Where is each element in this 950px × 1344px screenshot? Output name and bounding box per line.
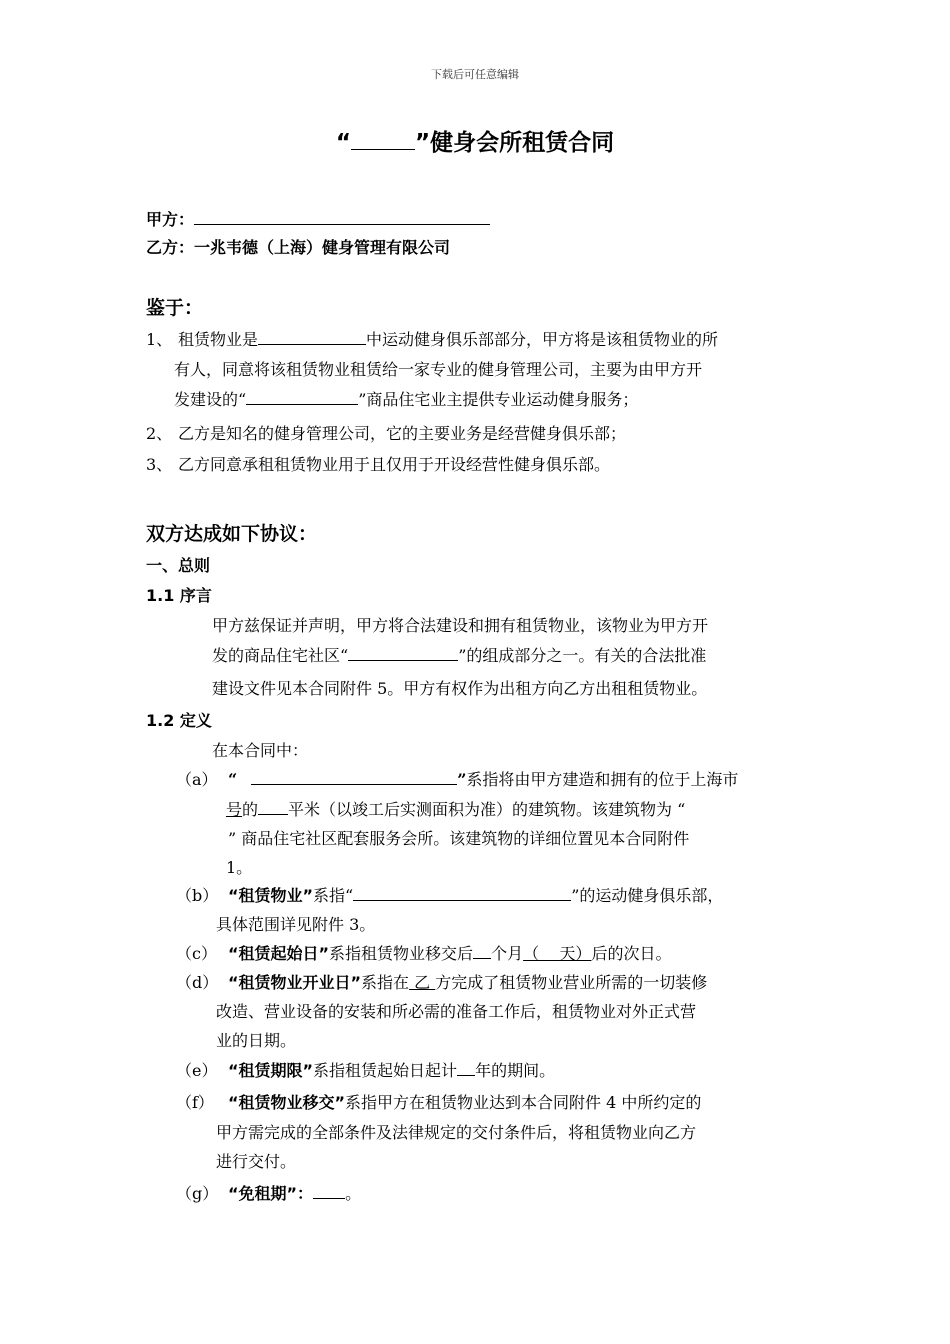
text-span: 中运动健身俱乐部部分，甲方将是该租赁物业的所 [366,330,719,349]
text-span: “租赁物业开业日” [228,973,362,992]
text-span: 发的商品住宅社区“ [212,646,349,665]
def-a-line-3: ” 商品住宅社区配套服务会所。该建筑物的详细位置见本合同附件 [228,829,690,848]
def-f-num: （f） [176,1093,214,1112]
def-g-num: （g） [176,1184,219,1203]
text-span: 号 [226,800,243,819]
text-span: 系指租赁起始日起计 [313,1061,458,1080]
blank-community [348,644,458,661]
header-note: 下载后可任意编辑 [431,68,519,81]
whereas-item-2-text: 乙方是知名的健身管理公司，它的主要业务是经营健身俱乐部； [178,424,627,443]
text-span: ”的组成部分之一。有关的合法批准 [458,646,707,665]
def-a-line-4: 1。 [226,858,253,877]
def-b-line-1 [228,883,723,906]
def-d-line-1 [228,970,707,993]
whereas-item-1-line-3 [174,387,638,410]
text-span: 系指将由甲方建造和拥有的位于上海市 [466,770,739,789]
text-span: 乙 [409,973,436,992]
title-blank [351,129,415,150]
blank-building [251,768,457,785]
def-e-line-1 [228,1058,555,1081]
def-d-line-3: 业的日期。 [216,1031,297,1050]
text-span: 系指租赁物业移交后 [329,944,474,963]
party-a-label: 甲方： [146,210,195,229]
text-span: 平米（以竣工后实测面积为准）的建筑物。该建筑物为 “ [288,800,686,819]
section-1-1-line-3: 建设文件见本合同附件 5。甲方有权作为出租方向乙方出租租赁物业。 [212,679,708,698]
text-span: 。 [345,1184,362,1203]
def-c-num: （c） [176,944,217,963]
text-span: ”的运动健身俱乐部， [571,886,724,905]
text-span: 年的期间。 [475,1061,556,1080]
text-span: “ [228,770,238,789]
def-f-line-2: 甲方需完成的全部条件及法律规定的交付条件后，将租赁物业向乙方 [216,1123,697,1142]
blank-property [258,328,366,345]
def-a-line-2 [226,797,685,820]
text-span: ” [457,770,467,789]
party-a [146,207,490,230]
whereas-item-3-text: 乙方同意承租租赁物业用于且仅用于开设经营性健身俱乐部。 [178,455,611,474]
blank-free-rent [313,1182,345,1199]
text-span: 方完成了租赁物业营业所需的一切装修 [435,973,708,992]
party-b: 乙方：一兆韦德（上海）健身管理有限公司 [146,238,451,257]
section-1-1-line-2 [212,643,706,666]
blank-area [258,798,288,815]
text-span: 租赁物业是 [178,330,259,349]
whereas-item-1-line-2: 有人，同意将该租赁物业租赁给一家专业的健身管理公司，主要为由甲方开 [174,360,703,379]
def-d-num: （d） [176,973,219,992]
section-1-2-intro: 在本合同中： [212,741,309,760]
whereas-item-1-line-1 [178,327,718,350]
def-b-line-2: 具体范围详见附件 3。 [216,915,376,934]
text-span: 系指甲方在租赁物业达到本合同附件 4 中所约定的 [345,1093,702,1112]
text-span: “租赁物业” [228,886,314,905]
document-title [0,124,950,157]
def-g-line-1 [228,1181,361,1204]
blank-years [457,1059,475,1076]
def-b-num: （b） [176,886,219,905]
def-a-line-1 [228,767,738,790]
whereas-item-2-num: 2、 [146,424,173,443]
agreement-heading: 双方达成如下协议： [146,523,318,545]
section-1-2-title: 1.2 定义 [146,711,212,730]
blank-project [246,388,358,405]
text-span: “租赁起始日” [228,944,330,963]
def-d-line-2: 改造、营业设备的安装和所必需的准备工作后，租赁物业对外正式营 [216,1002,697,1021]
text-span: ”商品住宅业主提供专业运动健身服务； [358,390,639,409]
section-1-1-line-1: 甲方兹保证并声明，甲方将合法建设和拥有租赁物业，该物业为甲方开 [212,616,709,635]
text-span: 个月 [491,944,524,963]
title-open-quote: “ [335,130,351,156]
whereas-item-1-num: 1、 [146,330,173,349]
def-c-line-1 [228,941,671,964]
chapter-1-heading: 一、总则 [146,556,211,575]
section-1-1-title: 1.1 序言 [146,586,212,605]
text-span: 系指在 [361,973,410,992]
text-span: （ 天） [523,944,592,963]
text-span: 系指“ [313,886,354,905]
title-text: ”健身会所租赁合同 [415,130,615,156]
party-a-blank [194,208,490,225]
blank-club [353,884,571,901]
text-span: ： [297,1184,314,1203]
text-span: “免租期” [228,1184,298,1203]
text-span: “租赁物业移交” [228,1093,346,1112]
whereas-heading: 鉴于： [146,297,204,319]
text-span: “租赁期限” [228,1061,314,1080]
blank-months [473,942,491,959]
def-f-line-1 [228,1090,701,1113]
text-span: 的 [242,800,259,819]
def-e-num: （e） [176,1061,218,1080]
def-f-line-3: 进行交付。 [216,1152,297,1171]
whereas-item-3-num: 3、 [146,455,173,474]
def-a-num: （a） [176,770,218,789]
text-span: 发建设的“ [174,390,247,409]
text-span: 后的次日。 [591,944,672,963]
